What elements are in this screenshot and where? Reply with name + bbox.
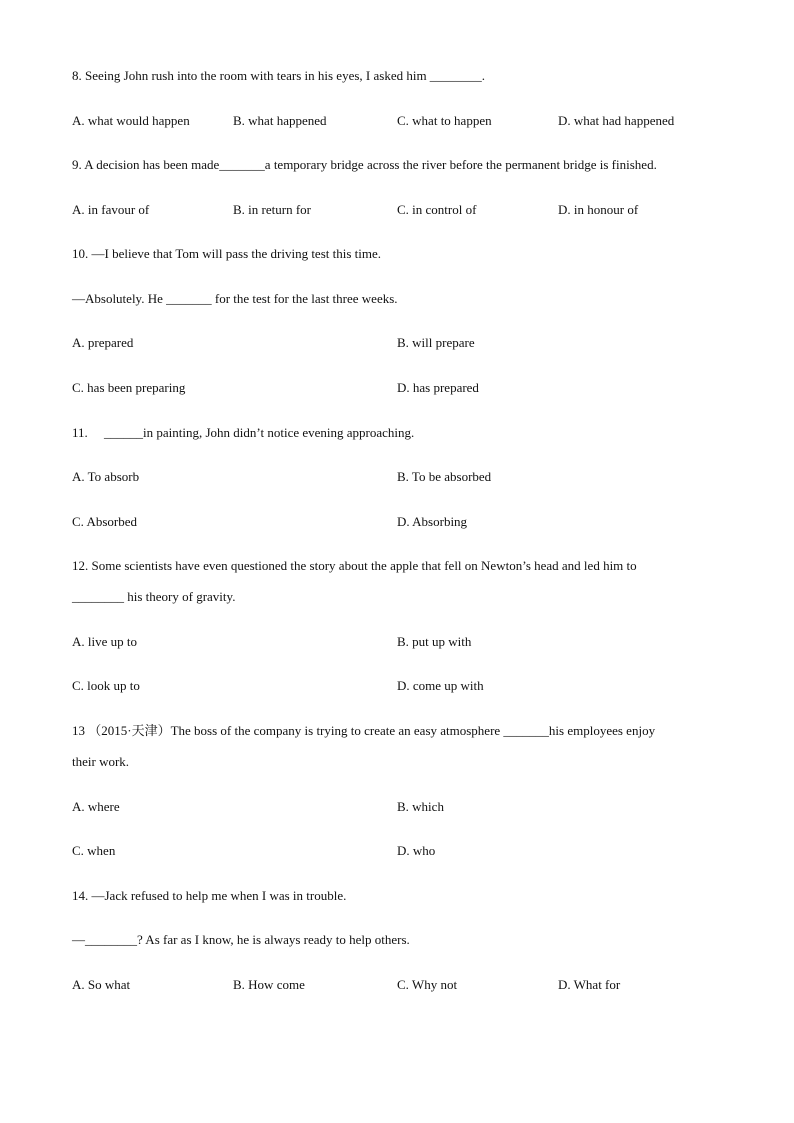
question-12-option-a[interactable]: A. live up to bbox=[72, 634, 137, 649]
question-10-stem-line-1: 10. —I believe that Tom will pass the driving test this time. bbox=[72, 246, 382, 261]
question-12-option-c[interactable]: C. look up to bbox=[72, 678, 140, 693]
question-10-stem-line-2: —Absolutely. He _______ for the test for the last three weeks. bbox=[72, 291, 398, 306]
question-14-stem-line-2: —________? As far as I know, he is always ready to help others. bbox=[72, 932, 410, 947]
question-11-option-d[interactable]: D. Absorbing bbox=[397, 514, 468, 529]
question-13-option-d[interactable]: D. who bbox=[397, 843, 436, 858]
question-14-option-b[interactable]: B. How come bbox=[233, 977, 305, 992]
question-9-option-d[interactable]: D. in honour of bbox=[558, 202, 639, 217]
question-13-option-b[interactable]: B. which bbox=[397, 799, 444, 814]
question-9-option-b[interactable]: B. in return for bbox=[233, 202, 311, 217]
question-10-option-d[interactable]: D. has prepared bbox=[397, 380, 479, 395]
question-13-stem-line-2: their work. bbox=[72, 754, 130, 769]
question-8-stem: 8. Seeing John rush into the room with tears in his eyes, I asked him ________. bbox=[72, 68, 486, 83]
question-8-option-d[interactable]: D. what had happened bbox=[558, 113, 675, 128]
question-12-stem-line-2: ________ his theory of gravity. bbox=[72, 589, 236, 604]
question-14-option-d[interactable]: D. What for bbox=[558, 977, 621, 992]
question-8-option-a[interactable]: A. what would happen bbox=[72, 113, 190, 128]
question-11-option-c[interactable]: C. Absorbed bbox=[72, 514, 137, 529]
question-14-option-a[interactable]: A. So what bbox=[72, 977, 131, 992]
question-9-option-c[interactable]: C. in control of bbox=[397, 202, 477, 217]
question-10-option-a[interactable]: A. prepared bbox=[72, 335, 134, 350]
question-10-option-b[interactable]: B. will prepare bbox=[397, 335, 475, 350]
question-12-option-b[interactable]: B. put up with bbox=[397, 634, 472, 649]
question-9-option-a[interactable]: A. in favour of bbox=[72, 202, 150, 217]
question-12-option-d[interactable]: D. come up with bbox=[397, 678, 484, 693]
question-14-stem-line-1: 14. —Jack refused to help me when I was in trouble. bbox=[72, 888, 347, 903]
question-8-option-b[interactable]: B. what happened bbox=[233, 113, 327, 128]
question-11-option-a[interactable]: A. To absorb bbox=[72, 469, 140, 484]
question-12-stem-line-1: 12. Some scientists have even questioned the story about the apple that fell on Newton’s head and led him to bbox=[72, 558, 637, 573]
question-14-option-c[interactable]: C. Why not bbox=[397, 977, 458, 992]
question-10-option-c[interactable]: C. has been preparing bbox=[72, 380, 186, 395]
question-8-option-c[interactable]: C. what to happen bbox=[397, 113, 492, 128]
question-9-stem: 9. A decision has been made_______a temporary bridge across the river before the permanent bridge is finished. bbox=[72, 157, 657, 172]
question-13-stem-line-1: 13 （2015·天津）The boss of the company is trying to create an easy atmosphere _______his employees enjoy bbox=[72, 723, 656, 738]
question-11-option-b[interactable]: B. To be absorbed bbox=[397, 469, 492, 484]
question-11-stem: 11. ______in painting, John didn’t notice evening approaching. bbox=[72, 425, 415, 440]
question-13-option-c[interactable]: C. when bbox=[72, 843, 116, 858]
question-13-option-a[interactable]: A. where bbox=[72, 799, 120, 814]
